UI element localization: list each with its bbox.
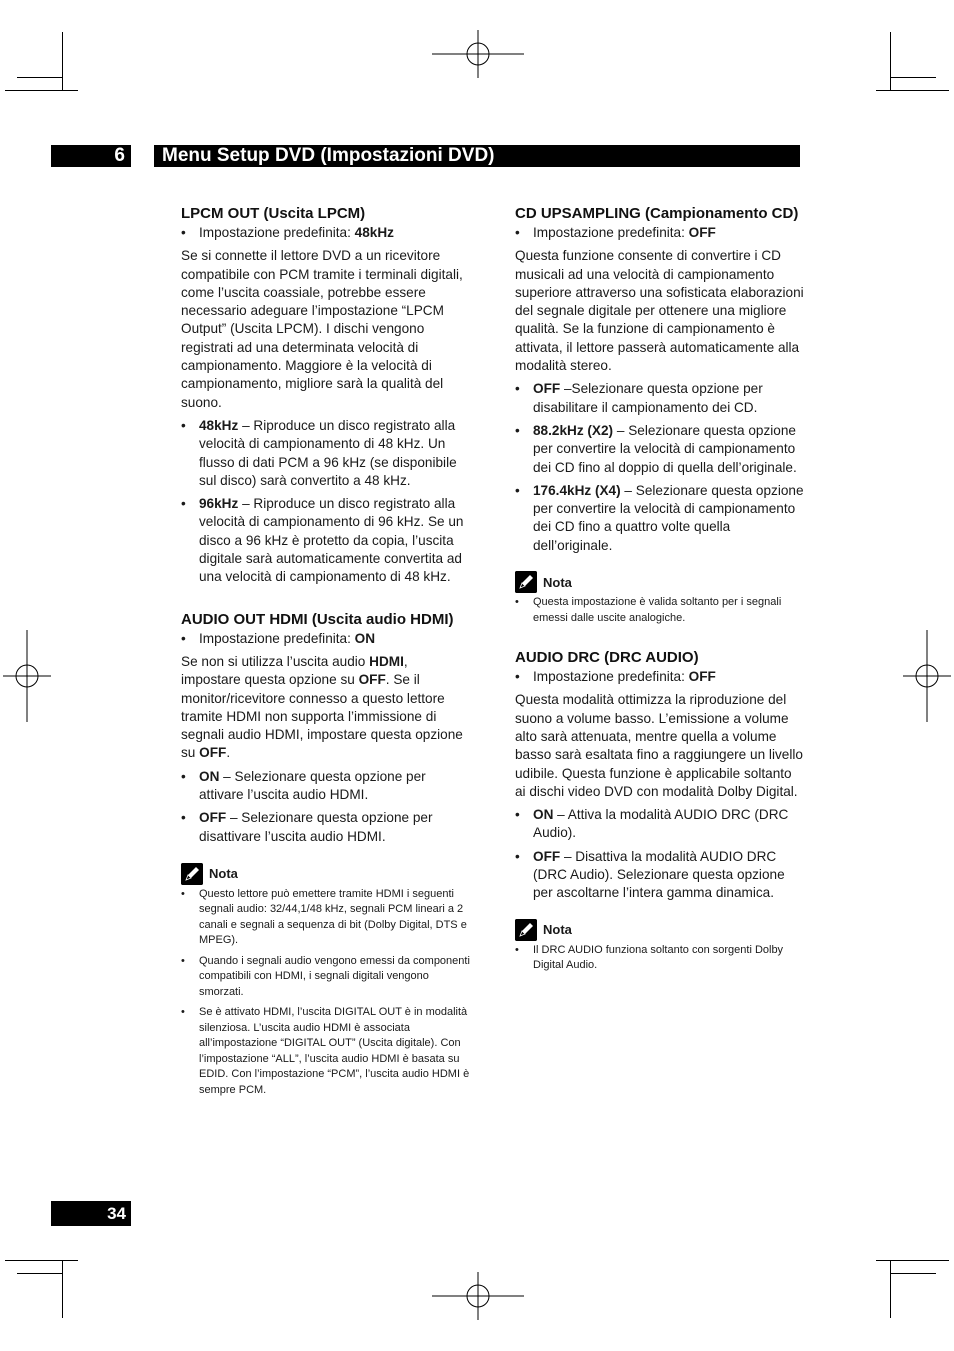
note-label: Nota xyxy=(543,922,572,938)
default-setting: • Impostazione predefinita: OFF xyxy=(515,224,805,242)
option-list xyxy=(181,417,471,587)
default-setting: • Impostazione predefinita: ON xyxy=(181,630,471,648)
default-setting: • Impostazione predefinita: 48kHz xyxy=(181,224,471,242)
section-body: Se non si utilizza l’uscita audio HDMI, impostare questa opzione su OFF. Se il monitor/ricevitore connesso a questo lettore tramite HDMI non supporta l’immissione di segnali audio HDMI, impostare questa opzione su OFF. xyxy=(181,653,463,761)
note-box xyxy=(181,863,471,1099)
list-item: • 48kHz – Riproduce un disco registrato alla velocità di campionamento di 48 kHz. Un flusso di dati PCM a 96 kHz (se disponibile sul disco) sarà convertito a 48 kHz. xyxy=(181,417,471,490)
pencil-note-icon xyxy=(181,863,203,885)
note-label: Nota xyxy=(543,574,572,590)
list-item: • Questo lettore può emettere tramite HDMI i seguenti segnali audio: 32/44,1/48 kHz, segnali PCM lineari a 2 canali e segnali a sequenza di bit (Dolby Digital, DTS e MPEG). xyxy=(181,887,471,949)
note-list xyxy=(515,943,805,974)
registration-mark-right xyxy=(903,630,951,722)
list-item: • OFF – Selezionare questa opzione per disattivare l’uscita audio HDMI. xyxy=(181,809,471,846)
section-lpcm-out xyxy=(181,203,471,587)
list-item: • 88.2kHz (X2) – Selezionare questa opzione per convertire la velocità di campionamento dei CD fino al doppio di quella dell’originale. xyxy=(515,422,805,477)
note-header xyxy=(515,919,805,941)
list-item: • ON – Attiva la modalità AUDIO DRC (DRC Audio). xyxy=(515,806,805,843)
section-audio-drc xyxy=(515,647,805,974)
registration-mark-bottom xyxy=(432,1272,524,1320)
note-list xyxy=(181,887,471,1099)
list-item: • 96kHz – Riproduce un disco registrato alla velocità di campionamento di 96 kHz. Se un disco a 96 kHz è protetto da copia, l’uscita digitale sarà automaticamente convertita ad una velocità di campionamento di 48 kHz. xyxy=(181,495,471,586)
list-item: • 176.4kHz (X4) – Selezionare questa opzione per convertire la velocità di campionamento dei CD fino a quattro volte quella dell’originale. xyxy=(515,482,805,555)
default-setting: • Impostazione predefinita: OFF xyxy=(515,668,805,686)
section-cd-upsampling xyxy=(515,203,805,626)
section-body: Questa funzione consente di convertire i CD musicali ad una velocità di campionamento superiore attraverso una sofisticata elaborazioni del segnale digitale per ottenere una migliore qualità. Se la funzione di campionamento è attivata, il lettore passerà automaticamente alla modalità stereo. xyxy=(515,248,804,374)
section-heading: CD UPSAMPLING (Campionamento CD) xyxy=(515,205,799,222)
chapter-title: Menu Setup DVD (Impostazioni DVD) xyxy=(162,145,495,166)
note-header xyxy=(181,863,471,885)
option-list xyxy=(515,806,805,902)
registration-mark-top xyxy=(432,30,524,78)
list-item: • Il DRC AUDIO funziona soltanto con sorgenti Dolby Digital Audio. xyxy=(515,943,805,974)
page-number: 34 xyxy=(107,1204,126,1223)
note-list xyxy=(515,595,805,626)
section-body: Se si connette il lettore DVD a un ricevitore compatibile con PCM tramite i terminali digitali, come l’uscita coassiale, potrebbe essere necessario adeguare l’impostazione “LPCM Output” (Uscita LPCM). I dischi vengono registrati ad una determinata velocità di campionamento. Maggiore è la velocità di campionamento, migliore sarà la qualità del suono. xyxy=(181,248,463,410)
section-heading: AUDIO OUT HDMI (Uscita audio HDMI) xyxy=(181,610,454,628)
section-body: Questa modalità ottimizza la riproduzione del suono a volume basso. L’emissione a volume alto sarà attenuata, mentre quella a volume basso sarà esaltata fino a raggiungere un livello udibile. Questa funzione è applicabile soltanto ai dischi video DVD con modalità Dolby Digital. xyxy=(515,692,803,799)
right-column xyxy=(515,203,805,974)
section-heading: LPCM OUT (Uscita LPCM) xyxy=(181,205,366,222)
note-header xyxy=(515,571,805,593)
note-box xyxy=(515,571,805,626)
list-item: • Se è attivato HDMI, l’uscita DIGITAL OUT è in modalità silenziosa. L’uscita audio HDMI è associata all’impostazione “DIGITAL OUT” (Uscita digitale). Con l’impostazione “ALL”, l’uscita audio HDMI è basata su EDID. Con l’impostazione “PCM”, l’uscita audio HDMI è sempre PCM. xyxy=(181,1005,471,1098)
note-label: Nota xyxy=(209,866,238,882)
section-heading: AUDIO DRC (DRC AUDIO) xyxy=(515,649,699,667)
pencil-note-icon xyxy=(515,571,537,593)
option-list xyxy=(515,380,805,555)
left-column xyxy=(181,203,471,1098)
list-item: • Questa impostazione è valida soltanto per i segnali emessi dalle uscite analogiche. xyxy=(515,595,805,626)
chapter-number: 6 xyxy=(114,145,125,166)
list-item: • OFF – Disattiva la modalità AUDIO DRC (DRC Audio). Selezionare questa opzione per ascoltarne l’intera gamma dinamica. xyxy=(515,848,805,903)
option-list xyxy=(181,768,471,846)
list-item: • Quando i segnali audio vengono emessi da componenti compatibili con HDMI, i segnali digitali vengono smorzati. xyxy=(181,954,471,1001)
section-audio-out-hdmi xyxy=(181,609,471,1099)
pencil-note-icon xyxy=(515,919,537,941)
note-box xyxy=(515,919,805,974)
list-item: • ON – Selezionare questa opzione per attivare l’uscita audio HDMI. xyxy=(181,768,471,805)
list-item: • OFF –Selezionare questa opzione per disabilitare il campionamento dei CD. xyxy=(515,380,805,417)
registration-mark-left xyxy=(3,630,51,722)
